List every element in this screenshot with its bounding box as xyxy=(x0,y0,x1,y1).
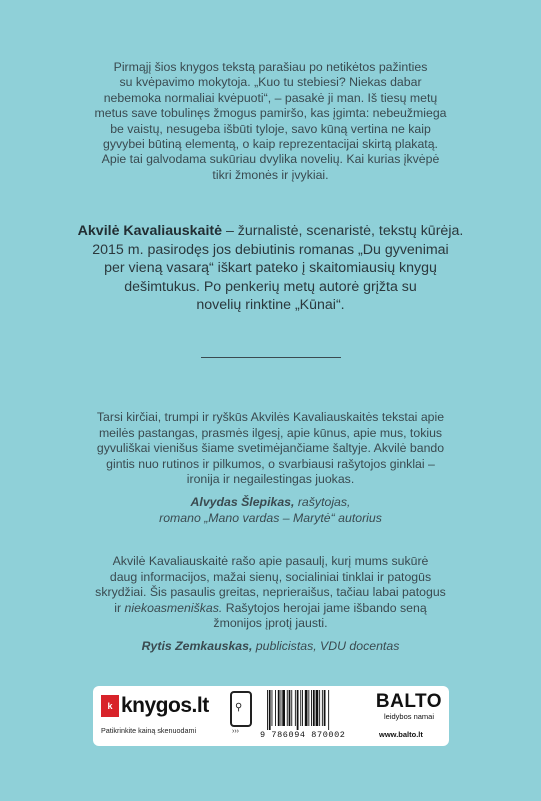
barcode-bar xyxy=(302,690,303,726)
barcode-bar xyxy=(313,690,315,726)
review-zemkauskas xyxy=(0,554,541,655)
review-line: Akvilė Kavaliauskaitė rašo apie pasaulį, kurį mums sukūrė xyxy=(112,554,429,568)
review-line xyxy=(0,601,541,617)
bio-line: novelių rinktine „Kūnai“. xyxy=(196,297,345,314)
review-author-role: rašytojas, xyxy=(294,494,351,509)
bio-line: dešimtukus. Po penkerių metų autorė grįžta su xyxy=(124,278,417,295)
barcode-bar xyxy=(316,690,319,726)
balto-subtitle: leidybos namai xyxy=(383,712,435,721)
barcode-bar xyxy=(308,690,309,726)
intro-line: nebemoka normaliai kvėpuoti“, – pasakė ji man. Iš tiesų metų xyxy=(103,90,438,105)
barcode-bar xyxy=(311,690,312,726)
review-author-name: Alvydas Šlepikas, xyxy=(190,494,295,509)
barcode-bar xyxy=(297,690,299,730)
barcode-bar xyxy=(287,690,288,726)
knygos-logo[interactable] xyxy=(101,694,209,718)
intro-text xyxy=(0,60,541,183)
balto-url-link[interactable]: www.balto.lt xyxy=(379,730,423,739)
barcode-icon xyxy=(265,690,361,730)
barcode-bar xyxy=(295,690,296,726)
knygos-logo-icon: k xyxy=(101,695,119,717)
review-line: gyvuliškai vienišus šiame svetimėjančiame šaltyje. Akvilė bando xyxy=(96,441,445,456)
review-line: meilės pastangas, prasmės ilgesį, apie kūnus, apie mus, tokius xyxy=(98,425,443,440)
review-line: daug informacijos, mažai sienų, socialiniai tinklai ir patogūs xyxy=(109,569,432,584)
barcode-bar xyxy=(282,690,285,726)
review-fragment: ir xyxy=(114,600,125,615)
review-line: Tarsi kirčiai, trumpi ir ryškūs Akvilės Kavaliauskaitės tekstai apie xyxy=(96,410,445,424)
barcode-bar xyxy=(300,690,301,726)
intro-line: Apie tai galvodama sukūriau dvylika novelių. Kai kurias įkvėpė xyxy=(101,152,440,167)
bio-line: 2015 m. pasirodęs jos debiutinis romanas „Du gyvenimai xyxy=(92,241,449,258)
publisher-footer xyxy=(93,686,449,746)
barcode-bar xyxy=(272,690,273,726)
author-name: Akvilė Kavaliauskaitė xyxy=(77,223,222,239)
intro-line: gyvybei būtiną elementą, o kaip reprezentacijai skirtą plakatą. xyxy=(103,137,438,152)
balto-logo xyxy=(375,692,443,722)
barcode-bar xyxy=(275,690,276,726)
review-line: gintis nuo rutinos ir pilkumos, o svarbiausi rašytojos ginklai – xyxy=(106,456,435,471)
price-check-hint: Patikrinkite kainą skenuodami xyxy=(101,726,197,735)
barcode-bar xyxy=(281,690,282,726)
bio-line: per vieną vasarą“ iškart pateko į skaitomiausių knygų xyxy=(104,260,437,277)
review-fragment: Rašytojos herojai jame išbando seną xyxy=(222,600,427,615)
review-line: skrydžiai. Šis pasaulis greitas, neprieraišus, tačiau labai patogus xyxy=(95,585,446,600)
bio-first-rest: – žurnalistė, scenaristė, tekstų kūrėja. xyxy=(222,223,464,239)
magnifier-icon: ⚲ xyxy=(235,702,243,713)
review-slepikas xyxy=(0,410,541,526)
isbn-number: 9 786094 870002 xyxy=(260,730,346,740)
review-author-name: Rytis Zemkauskas, xyxy=(141,638,253,653)
intro-line: be vaistų, nesugeba išbūti tyloje, savo kūną vertina ne kaip xyxy=(110,121,431,136)
bio-first-line xyxy=(0,222,541,241)
section-divider xyxy=(201,357,341,358)
balto-title: BALTO xyxy=(375,691,443,712)
barcode-bar xyxy=(319,690,320,726)
barcode-bar xyxy=(278,690,280,726)
intro-line: su kvėpavimo mokytoja. „Kuo tu stebiesi? Niekas dabar xyxy=(119,75,422,90)
review-emphasis: niekoasmeniškas. xyxy=(124,600,223,615)
barcode-bar xyxy=(289,690,291,726)
phone-scan-icon xyxy=(230,691,252,727)
barcode-bar xyxy=(291,690,292,726)
barcode-bar xyxy=(305,690,308,726)
barcode-bar xyxy=(269,690,271,730)
review-author xyxy=(0,495,541,526)
intro-line: tikri žmonės ir įvykiai. xyxy=(212,167,329,182)
review-line: žmonijos įprotį jausti. xyxy=(213,616,328,631)
review-author xyxy=(0,639,541,655)
intro-line: Pirmąjį šios knygos tekstą parašiau po netikėtos pažinties xyxy=(113,60,428,74)
intro-line: metus save tobulinęs žmogus pamiršo, kas įgimta: nebeužmiega xyxy=(94,106,447,121)
review-line: ironija ir negailestingas juokas. xyxy=(186,472,355,487)
review-author-work: romano „Mano vardas – Marytė“ autorius xyxy=(159,510,382,525)
knygos-logo-text: knygos.lt xyxy=(121,694,209,717)
barcode-bar xyxy=(267,690,268,730)
barcode-bar xyxy=(324,690,326,726)
author-bio xyxy=(0,222,541,315)
review-author-role: publicistas, VDU docentas xyxy=(252,638,400,653)
arrows-icon: ››› xyxy=(232,728,239,735)
barcode-bar xyxy=(322,690,323,726)
barcode-bar xyxy=(328,690,329,730)
